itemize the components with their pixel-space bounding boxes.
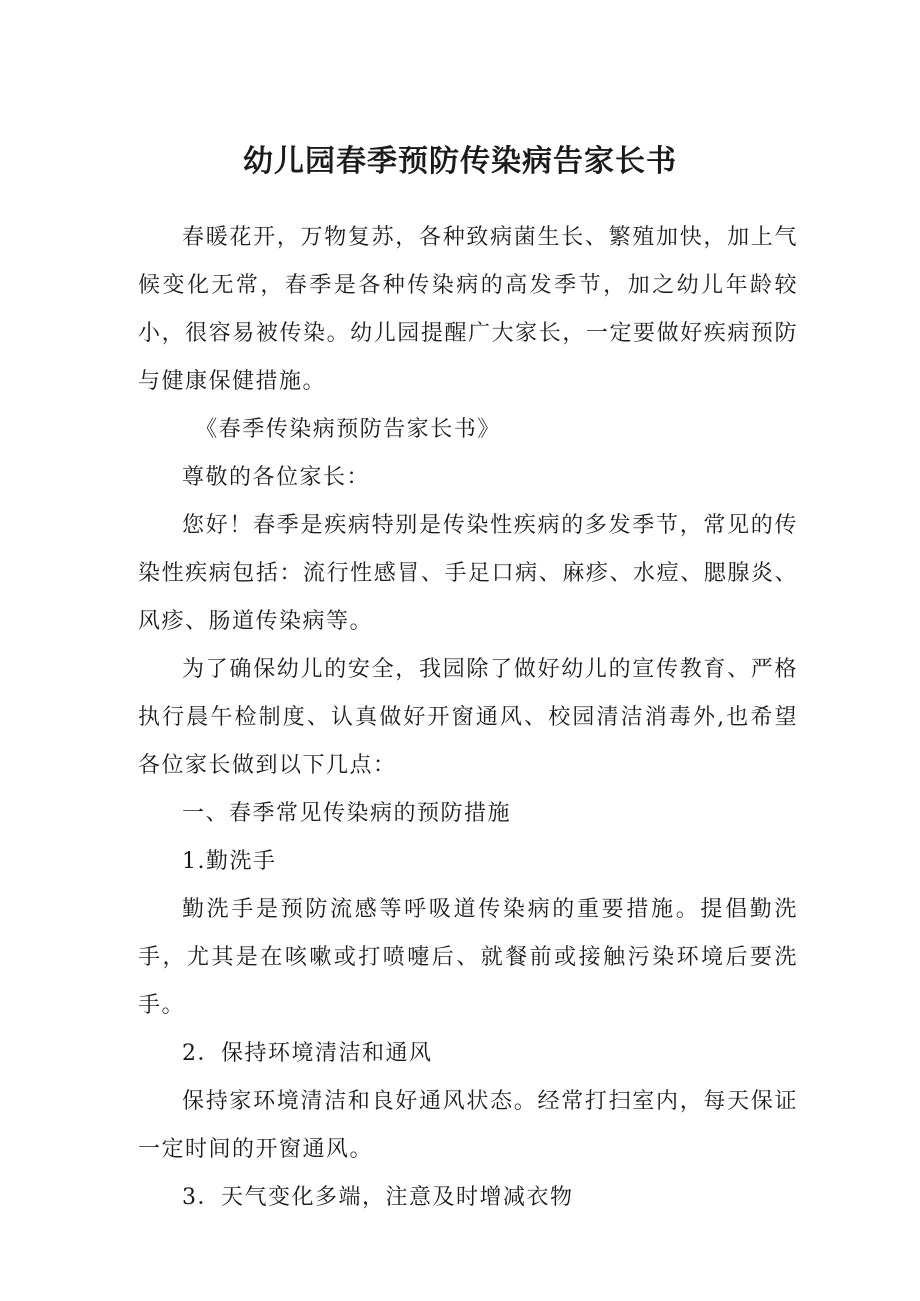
item-heading-2: 2．保持环境清洁和通风 [182,1041,433,1066]
salutation: 尊敬的各位家长： [182,465,371,490]
item-heading-3: 3．天气变化多端，注意及时增减衣物 [182,1185,574,1210]
document-title: 幼儿园春季预防传染病告家长书 [243,144,677,179]
item-text-2: 保持家环境清洁和良好通风状态。经常打扫室内，每天保证一定时间的开窗通风。 [138,1089,798,1162]
greeting-paragraph: 您好！春季是疾病特别是传染性疾病的多发季节，常见的传染性疾病包括：流行性感冒、手足口病、麻疹、水痘、腮腺炎、风疹、肠道传染病等。 [138,513,798,634]
document-body [138,214,798,1222]
request-paragraph: 为了确保幼儿的安全，我园除了做好幼儿的宣传教育、严格执行晨午检制度、认真做好开窗通风、校园清洁消毒外,也希望各位家长做到以下几点： [138,657,798,778]
section-heading: 一、春季常见传染病的预防措施 [182,801,512,826]
intro-paragraph: 春暖花开，万物复苏，各种致病菌生长、繁殖加快，加上气候变化无常，春季是各种传染病的高发季节，加之幼儿年龄较小，很容易被传染。幼儿园提醒广大家长，一定要做好疾病预防与健康保健措施。 [138,225,798,394]
letter-heading: 《春季传染病预防告家长书》 [195,417,501,442]
item-text-1: 勤洗手是预防流感等呼吸道传染病的重要措施。提倡勤洗手，尤其是在咳嗽或打喷嚏后、就餐前或接触污染环境后要洗手。 [138,897,798,1018]
item-heading-1: 1.勤洗手 [182,849,277,874]
